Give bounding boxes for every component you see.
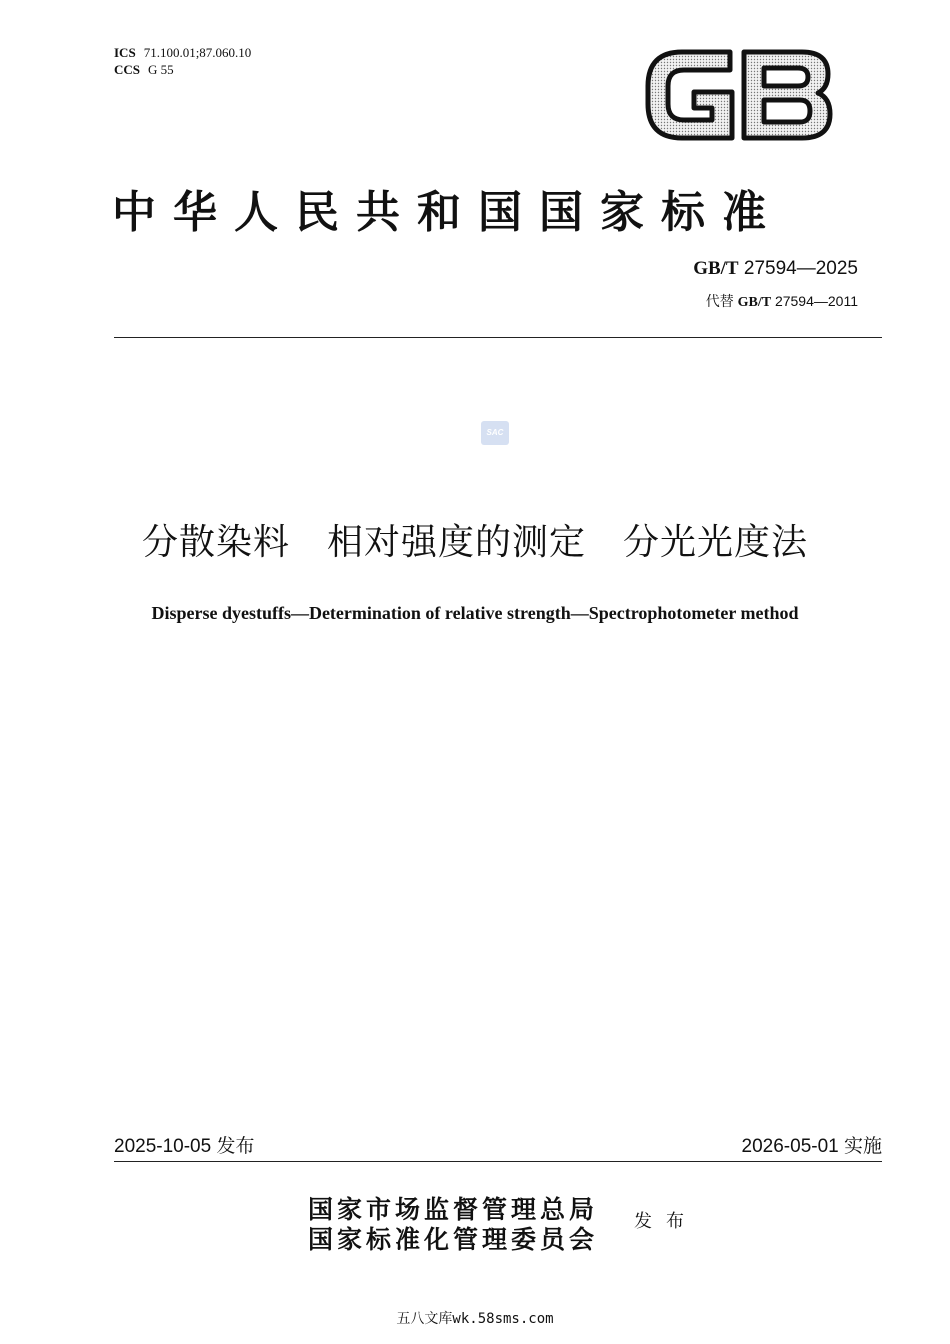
publish-label: 发布 <box>634 1211 698 1232</box>
standard-code: 27594—2025 <box>743 258 858 279</box>
document-title-chinese: 分散染料 相对强度的测定 分光光度法 <box>141 522 808 563</box>
classification-codes <box>114 44 251 78</box>
implementation-date: 2026-05-01 实施 <box>741 1136 882 1157</box>
footer-source: 五八文库wk.58sms.com <box>396 1311 554 1327</box>
replaces-label: 代替 <box>705 293 734 309</box>
gb-logo <box>642 33 834 144</box>
standard-number <box>693 258 858 280</box>
top-divider <box>114 337 882 338</box>
replaces-code: 27594—2011 <box>774 293 858 309</box>
ics-line: ICS 71.100.01;87.060.10 <box>114 45 252 60</box>
issuer-sac: 国家标准化管理委员会 <box>308 1225 599 1254</box>
document-title-english: Disperse dyestuffs—Determination of relative strength—Spectrophotometer method <box>151 603 799 623</box>
national-standard-title: 中华人民共和国国家标准 <box>112 187 783 238</box>
issuer-samr: 国家市场监督管理总局 <box>308 1195 599 1224</box>
bottom-divider <box>114 1161 882 1162</box>
sac-watermark-icon: SAC <box>481 421 509 445</box>
replaces-prefix: GB/T <box>737 295 772 310</box>
replaces-standard <box>706 291 858 311</box>
standard-prefix: GB/T <box>693 258 739 279</box>
issue-date: 2025-10-05 发布 <box>114 1136 255 1157</box>
ccs-line: CCS G 55 <box>114 62 174 77</box>
gb-logo-text: GB <box>642 33 665 50</box>
